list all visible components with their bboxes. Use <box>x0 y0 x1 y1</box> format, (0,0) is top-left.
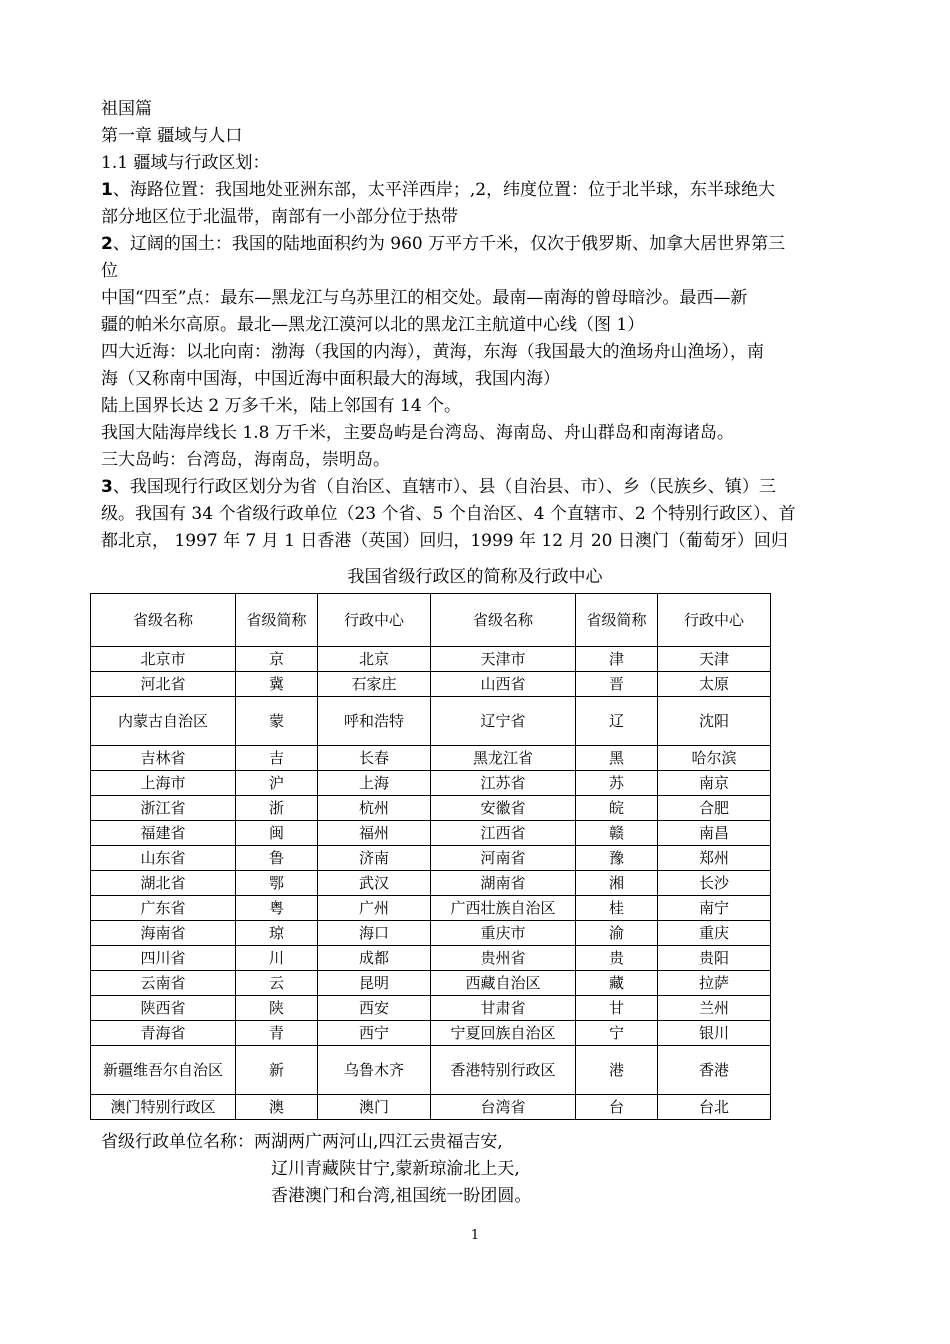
table-cell: 浙江省 <box>91 796 236 821</box>
province-table <box>90 593 771 1120</box>
section-heading: 1.1 疆域与行政区划： <box>101 153 270 173</box>
table-cell: 兰州 <box>658 996 771 1021</box>
table-cell: 银川 <box>658 1021 771 1046</box>
para-2-text: 、辽阔的国土：我国的陆地面积约为 960 万平方千米，仅次于俄罗斯、加拿大居世界第三 <box>112 234 786 254</box>
table-cell: 云南省 <box>91 971 236 996</box>
table-cell: 青 <box>236 1021 318 1046</box>
para-4-line-1: 四大近海：以北向南：渤海（我国的内海），黄海，东海（我国最大的渔场舟山渔场），南 <box>101 342 764 362</box>
table-cell: 昆明 <box>318 971 431 996</box>
table-cell: 宁夏回族自治区 <box>431 1021 576 1046</box>
table-cell: 皖 <box>576 796 658 821</box>
table-cell: 津 <box>576 647 658 672</box>
table-cell: 长春 <box>318 746 431 771</box>
header-cell: 行政中心 <box>658 594 771 647</box>
table-cell: 苏 <box>576 771 658 796</box>
table-cell: 新 <box>236 1046 318 1095</box>
para-8-number: 3 <box>101 477 113 497</box>
table-cell: 内蒙古自治区 <box>91 697 236 746</box>
para-1-number: 1 <box>101 180 113 200</box>
table-row <box>91 821 771 846</box>
para-4-line-2: 海（又称南中国海，中国近海中面积最大的海域，我国内海） <box>101 369 560 389</box>
table-cell: 河北省 <box>91 672 236 697</box>
table-header-row <box>91 594 771 647</box>
table-cell: 桂 <box>576 896 658 921</box>
para-3-line-2: 疆的帕米尔高原。最北—黑龙江漠河以北的黑龙江主航道中心线（图 1） <box>101 315 645 335</box>
table-cell: 南京 <box>658 771 771 796</box>
table-cell: 辽宁省 <box>431 697 576 746</box>
table-cell: 郑州 <box>658 846 771 871</box>
table-cell: 陕西省 <box>91 996 236 1021</box>
para-1-text: 、海路位置：我国地处亚洲东部，太平洋西岸；,2，纬度位置：位于北半球，东半球绝大 <box>112 180 776 200</box>
table-cell: 香港 <box>658 1046 771 1095</box>
mnemonic-verse <box>101 1129 531 1210</box>
table-cell: 海口 <box>318 921 431 946</box>
table-cell: 山东省 <box>91 846 236 871</box>
province-table-body <box>91 594 771 1120</box>
table-cell: 浙 <box>236 796 318 821</box>
para-2-line-2: 位 <box>101 261 118 281</box>
table-cell: 台湾省 <box>431 1095 576 1120</box>
doc-title: 祖国篇 <box>101 99 152 119</box>
table-cell: 海南省 <box>91 921 236 946</box>
table-cell: 西藏自治区 <box>431 971 576 996</box>
table-cell: 山西省 <box>431 672 576 697</box>
table-cell: 天津市 <box>431 647 576 672</box>
table-cell: 港 <box>576 1046 658 1095</box>
table-cell: 鲁 <box>236 846 318 871</box>
para-2-number: 2 <box>101 234 113 254</box>
table-cell: 黑 <box>576 746 658 771</box>
table-cell: 豫 <box>576 846 658 871</box>
table-cell: 澳 <box>236 1095 318 1120</box>
document-body <box>101 96 861 555</box>
table-cell: 安徽省 <box>431 796 576 821</box>
table-row <box>91 921 771 946</box>
table-cell: 北京 <box>318 647 431 672</box>
table-row <box>91 1046 771 1095</box>
table-cell: 广东省 <box>91 896 236 921</box>
table-cell: 杭州 <box>318 796 431 821</box>
table-cell: 甘肃省 <box>431 996 576 1021</box>
table-cell: 晋 <box>576 672 658 697</box>
para-7: 三大岛屿：台湾岛，海南岛，崇明岛。 <box>101 450 390 470</box>
table-cell: 宁 <box>576 1021 658 1046</box>
para-1-line-2: 部分地区位于北温带，南部有一小部分位于热带 <box>101 207 458 227</box>
table-cell: 贵 <box>576 946 658 971</box>
table-row <box>91 1095 771 1120</box>
table-cell: 蒙 <box>236 697 318 746</box>
table-cell: 吉 <box>236 746 318 771</box>
table-cell: 拉萨 <box>658 971 771 996</box>
table-cell: 福州 <box>318 821 431 846</box>
para-2-line-1 <box>101 231 861 258</box>
header-cell: 省级名称 <box>431 594 576 647</box>
table-cell: 陕 <box>236 996 318 1021</box>
table-row <box>91 1021 771 1046</box>
para-8-line-2: 级。我国有 34 个省级行政单位（23 个省、5 个自治区、4 个直辖市、2 个特别行政区）、首 <box>101 504 796 524</box>
table-cell: 乌鲁木齐 <box>318 1046 431 1095</box>
header-cell: 行政中心 <box>318 594 431 647</box>
table-cell: 香港特别行政区 <box>431 1046 576 1095</box>
table-cell: 济南 <box>318 846 431 871</box>
table-row <box>91 871 771 896</box>
table-cell: 澳门 <box>318 1095 431 1120</box>
chapter-heading: 第一章 疆域与人口 <box>101 126 243 146</box>
table-cell: 赣 <box>576 821 658 846</box>
table-cell: 天津 <box>658 647 771 672</box>
table-cell: 青海省 <box>91 1021 236 1046</box>
table-cell: 贵阳 <box>658 946 771 971</box>
para-1-line-1 <box>101 177 861 204</box>
table-cell: 湖北省 <box>91 871 236 896</box>
table-cell: 上海 <box>318 771 431 796</box>
table-cell: 闽 <box>236 821 318 846</box>
mnemonic-line-1: 省级行政单位名称：两湖两广两河山,四江云贵福吉安, <box>101 1132 503 1152</box>
table-cell: 福建省 <box>91 821 236 846</box>
header-cell: 省级简称 <box>576 594 658 647</box>
table-cell: 沪 <box>236 771 318 796</box>
table-cell: 南昌 <box>658 821 771 846</box>
table-cell: 成都 <box>318 946 431 971</box>
table-row <box>91 746 771 771</box>
table-cell: 上海市 <box>91 771 236 796</box>
para-5: 陆上国界长达 2 万多千米，陆上邻国有 14 个。 <box>101 396 462 416</box>
table-row <box>91 996 771 1021</box>
table-cell: 重庆市 <box>431 921 576 946</box>
table-cell: 呼和浩特 <box>318 697 431 746</box>
table-cell: 太原 <box>658 672 771 697</box>
table-cell: 吉林省 <box>91 746 236 771</box>
table-cell: 重庆 <box>658 921 771 946</box>
table-cell: 渝 <box>576 921 658 946</box>
table-cell: 贵州省 <box>431 946 576 971</box>
table-cell: 京 <box>236 647 318 672</box>
table-cell: 南宁 <box>658 896 771 921</box>
table-cell: 台 <box>576 1095 658 1120</box>
table-cell: 新疆维吾尔自治区 <box>91 1046 236 1095</box>
table-row <box>91 971 771 996</box>
table-row <box>91 647 771 672</box>
table-row <box>91 697 771 746</box>
table-cell: 沈阳 <box>658 697 771 746</box>
table-cell: 湘 <box>576 871 658 896</box>
table-cell: 台北 <box>658 1095 771 1120</box>
table-cell: 江西省 <box>431 821 576 846</box>
table-row <box>91 946 771 971</box>
table-cell: 广西壮族自治区 <box>431 896 576 921</box>
table-cell: 江苏省 <box>431 771 576 796</box>
table-row <box>91 846 771 871</box>
table-caption: 我国省级行政区的简称及行政中心 <box>347 567 603 587</box>
table-cell: 黑龙江省 <box>431 746 576 771</box>
table-row <box>91 672 771 697</box>
mnemonic-line-2: 辽川青藏陕甘宁,蒙新琼渝北上天, <box>271 1159 520 1179</box>
table-cell: 长沙 <box>658 871 771 896</box>
table-cell: 鄂 <box>236 871 318 896</box>
table-cell: 澳门特别行政区 <box>91 1095 236 1120</box>
table-cell: 四川省 <box>91 946 236 971</box>
table-cell: 冀 <box>236 672 318 697</box>
table-cell: 湖南省 <box>431 871 576 896</box>
table-cell: 粤 <box>236 896 318 921</box>
para-8-text: 、我国现行行政区划分为省（自治区、直辖市）、县（自治县、市）、乡（民族乡、镇）三 <box>112 477 776 497</box>
table-row <box>91 796 771 821</box>
para-8-line-1 <box>101 474 861 501</box>
mnemonic-line-3: 香港澳门和台湾,祖国统一盼团圆。 <box>271 1186 532 1206</box>
table-cell: 河南省 <box>431 846 576 871</box>
table-cell: 辽 <box>576 697 658 746</box>
page-number: 1 <box>470 1228 480 1243</box>
table-cell: 石家庄 <box>318 672 431 697</box>
table-cell: 西宁 <box>318 1021 431 1046</box>
para-8-line-3: 都北京， 1997 年 7 月 1 日香港（英国）回归，1999 年 12 月 20 日澳门（葡萄牙）回归 <box>101 531 788 551</box>
para-6: 我国大陆海岸线长 1.8 万千米，主要岛屿是台湾岛、海南岛、舟山群岛和南海诸岛。 <box>101 423 734 443</box>
table-cell: 合肥 <box>658 796 771 821</box>
table-cell: 琼 <box>236 921 318 946</box>
table-cell: 西安 <box>318 996 431 1021</box>
table-cell: 藏 <box>576 971 658 996</box>
table-row <box>91 771 771 796</box>
table-cell: 广州 <box>318 896 431 921</box>
table-cell: 川 <box>236 946 318 971</box>
table-cell: 甘 <box>576 996 658 1021</box>
table-row <box>91 896 771 921</box>
table-cell: 武汉 <box>318 871 431 896</box>
para-3-line-1: 中国“四至”点：最东—黑龙江与乌苏里江的相交处。最南—南海的曾母暗沙。最西—新 <box>101 288 748 308</box>
table-cell: 云 <box>236 971 318 996</box>
table-cell: 哈尔滨 <box>658 746 771 771</box>
header-cell: 省级名称 <box>91 594 236 647</box>
header-cell: 省级简称 <box>236 594 318 647</box>
table-cell: 北京市 <box>91 647 236 672</box>
